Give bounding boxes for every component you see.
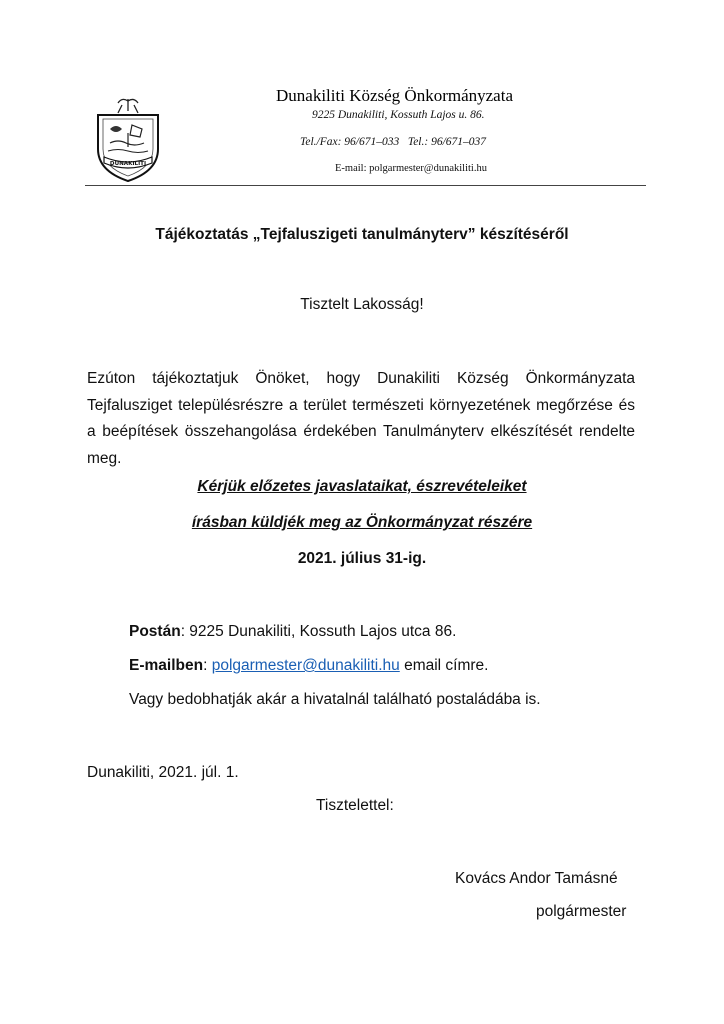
letterhead-address: 9225 Dunakiliti, Kossuth Lajos u. 86. — [312, 109, 485, 121]
letter-body: Ezúton tájékoztatjuk Önöket, hogy Dunakiliti Község Önkormányzata Tejfalusziget településrészre a terület természeti környezetének megőrzése és a beépítések összehangolása érdekében Tanulmányterv elkészítését rendelte meg. — [87, 370, 635, 467]
letterhead-title: Dunakiliti Község Önkormányzata — [276, 86, 513, 105]
closing-regards: Tisztelettel: — [316, 797, 394, 814]
email-link[interactable]: polgarmester@dunakiliti.hu — [211, 657, 400, 674]
crest-text: DUNAKILITI — [109, 161, 147, 167]
contact-post — [129, 623, 456, 641]
post-address: : 9225 Dunakiliti, Kossuth Lajos utca 86. — [180, 623, 457, 640]
post-label: Postán — [129, 623, 181, 640]
email-suffix: email címre. — [399, 657, 489, 674]
letterhead-email: E-mail: polgarmester@dunakiliti.hu — [335, 163, 487, 174]
request-deadline: 2021. július 31-ig. — [297, 550, 427, 567]
letter-subject: Tájékoztatás „Tejfaluszigeti tanulmányterv” készítéséről — [155, 226, 569, 243]
email-label: E-mailben — [129, 657, 204, 674]
contact-email — [129, 657, 488, 675]
letterhead-divider — [85, 185, 646, 186]
request-line-1: Kérjük előzetes javaslataikat, észrevételeiket — [197, 478, 527, 495]
email-separator: : — [203, 657, 212, 674]
letterhead-phones: Tel./Fax: 96/671–033 Tel.: 96/671–037 — [300, 136, 487, 148]
request-line-2: írásban küldjék meg az Önkormányzat részére — [191, 514, 533, 531]
signer-name: Kovács Andor Tamásné — [455, 870, 618, 887]
signer-role: polgármester — [536, 903, 627, 920]
contact-mailbox-note: Vagy bedobhatják akár a hivatalnál található postaládába is. — [129, 691, 541, 708]
dunakiliti-crest-icon — [92, 95, 164, 183]
letter-salutation: Tisztelt Lakosság! — [300, 296, 424, 313]
place-date: Dunakiliti, 2021. júl. 1. — [87, 764, 239, 781]
